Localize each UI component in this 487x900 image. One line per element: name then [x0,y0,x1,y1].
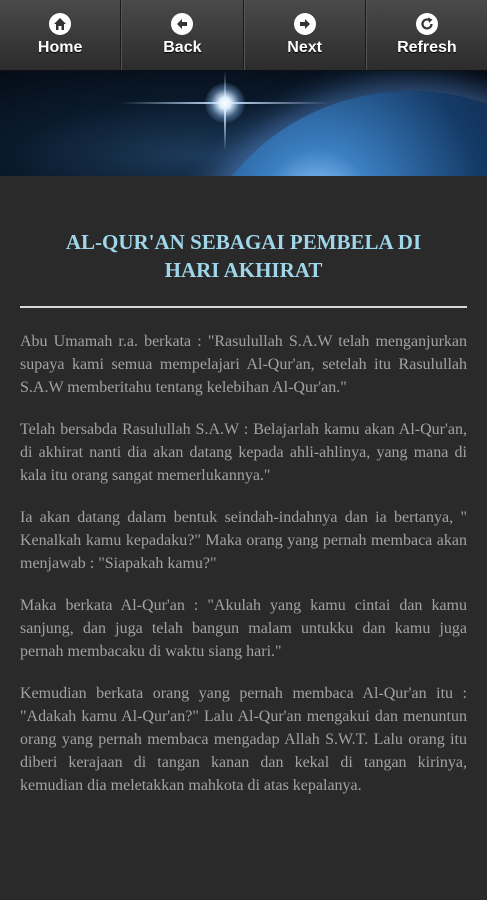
home-icon [49,13,71,35]
refresh-icon [416,13,438,35]
home-button[interactable] [0,0,121,70]
article-title: AL-QUR'AN SEBAGAI PEMBELA DI HARI AKHIRAT [65,230,422,282]
title-divider [20,306,467,308]
back-label: Back [163,39,202,56]
lens-flare [205,83,245,123]
arrow-left-icon [171,13,193,35]
article-paragraph: Maka berkata Al-Qur'an : "Akulah yang kamu cintai dan kamu sanjung, dan juga telah bangun malam untukku dan kamu juga pernah membacaku di waktu siang hari." [20,597,467,660]
home-label: Home [37,39,83,56]
banner-image [0,71,487,176]
top-nav-bar [0,0,487,71]
refresh-button[interactable] [366,0,487,70]
refresh-label: Refresh [397,39,457,56]
article-paragraph: Ia akan datang dalam bentuk seindah-indahnya dan ia bertanya, " Kenalkah kamu kepadaku?" Maka orang yang pernah membaca akan menjawab : "Siapakah kamu?" [20,509,467,572]
next-button[interactable] [244,0,366,70]
next-label: Next [287,39,322,56]
article-paragraph: Abu Umamah r.a. berkata : "Rasulullah S.A.W telah menganjurkan supaya kami semua mempelajari Al-Qur'an, setelah itu Rasulullah S.A.W memberitahu tentang kelebihan Al-Qur'an." [20,333,467,396]
back-button[interactable] [121,0,243,70]
article-paragraph: Telah bersabda Rasulullah S.A.W : Belajarlah kamu akan Al-Qur'an, di akhirat nanti dia akan datang kepada ahli-ahlinya, yang mana di kala itu orang sangat memerlukannya." [20,421,467,484]
article-content [0,228,487,797]
arrow-right-icon [294,13,316,35]
article-paragraph: Kemudian berkata orang yang pernah membaca Al-Qur'an itu : "Adakah kamu Al-Qur'an?" Lalu Al-Qur'an mengakui dan menuntun orang yang pernah membaca mengadap Allah S.W.T. Lalu orang itu diberi kerajaan di tangan kanan dan kekal di tangan kirinya, kemudian dia meletakkan mahkota di atas kepalanya. [20,685,467,794]
